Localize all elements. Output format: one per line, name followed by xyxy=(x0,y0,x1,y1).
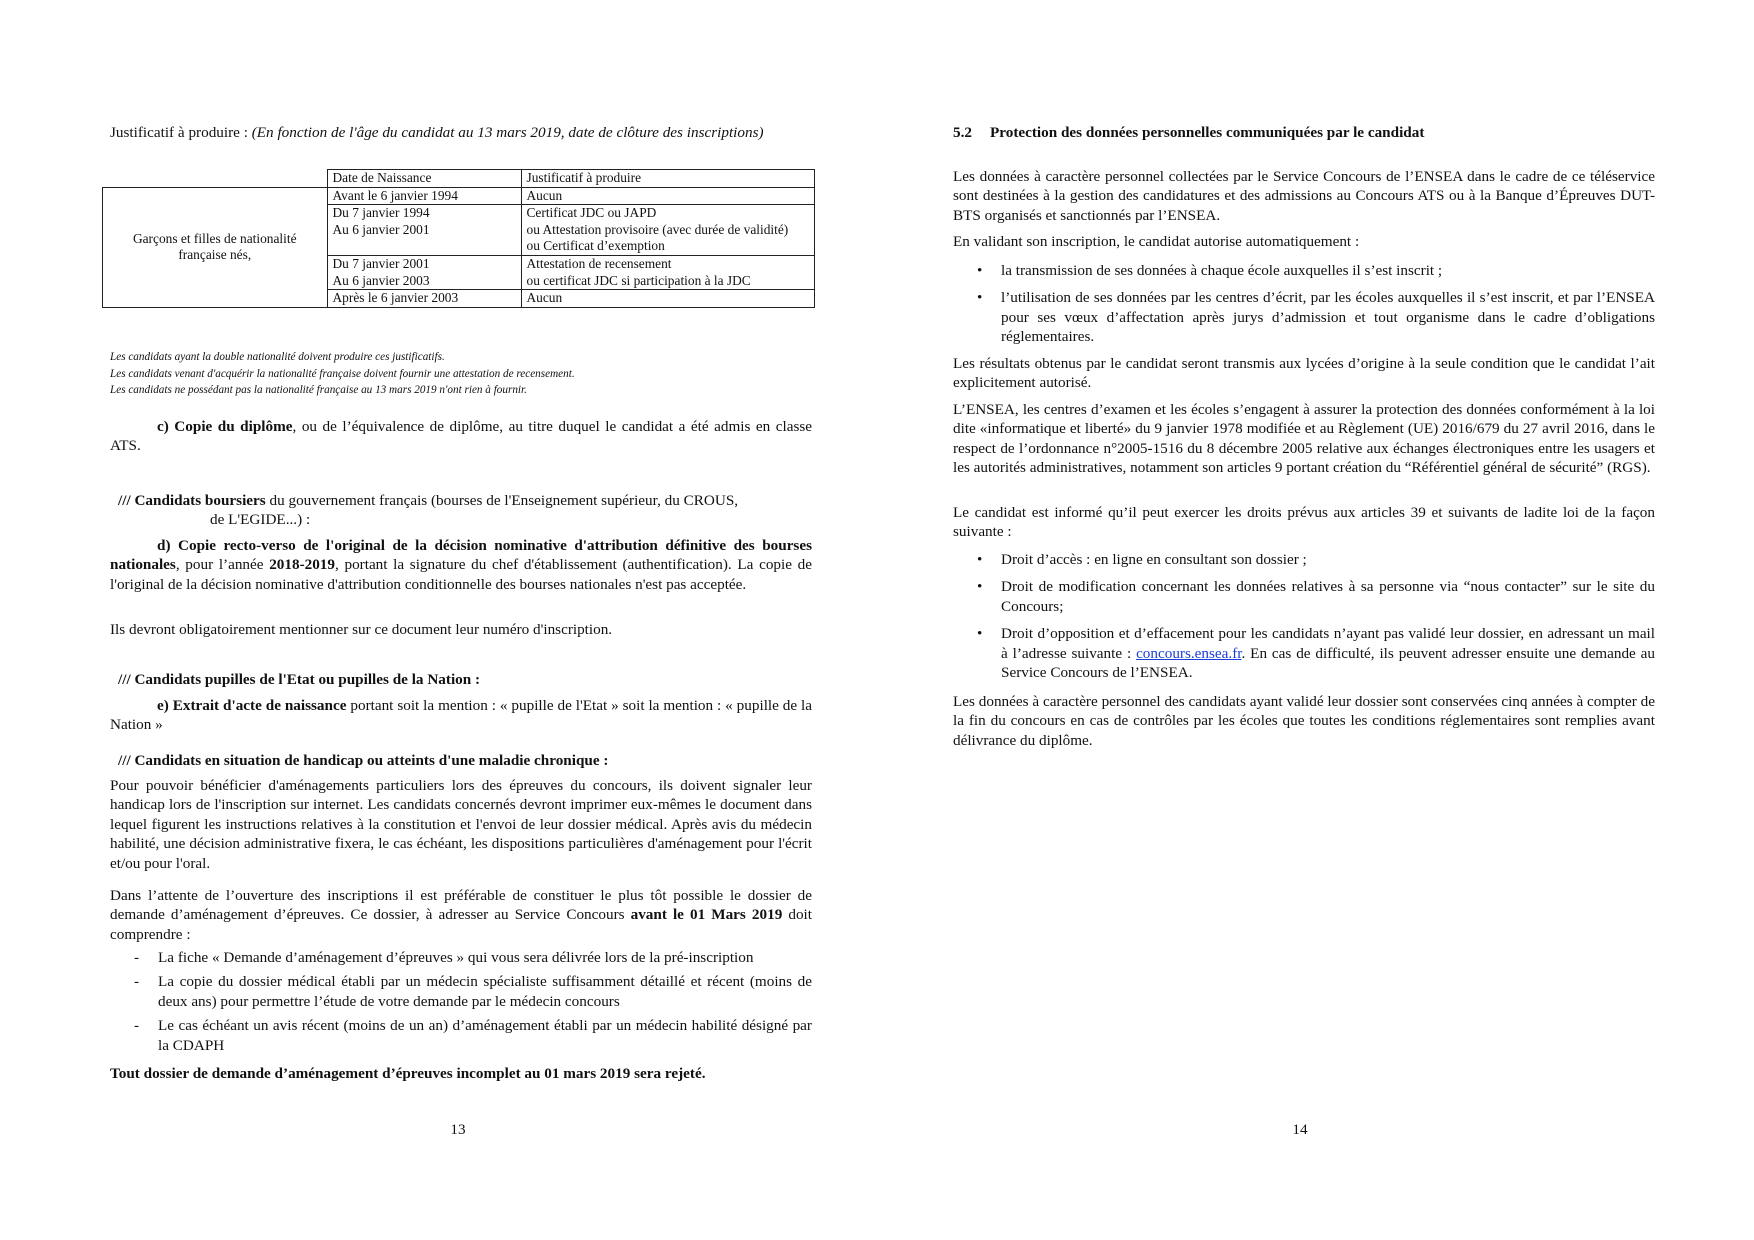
final-warning: Tout dossier de demande d’aménagement d’épreuves incomplet au 01 mars 2019 sera rejeté. xyxy=(110,1065,706,1082)
left-page xyxy=(110,0,812,1240)
boursiers-header: /// Candidats boursiers du gouvernement français (bourses de l'Enseignement supérieur, du CROUS, de L'EGIDE...) : xyxy=(118,492,739,529)
item-d-bourses: d) Copie recto-verso de l'original de la décision nominative d'attribution définitive des bourses nationales, pour l’année 2018-2019, portant la signature du chef d'établissement (authentification). La copie de l'original de la décision nominative d'attribution conditionnelle des bourses nationales n'est pas acceptée. xyxy=(110,537,812,593)
note-line: Les candidats ne possédant pas la nationalité française au 13 mars 2019 n'ont rien à fournir. xyxy=(110,384,527,397)
mention-inscription: Ils devront obligatoirement mentionner sur ce document leur numéro d'inscription. xyxy=(110,621,613,638)
handicap-header: /// Candidats en situation de handicap ou atteints d'une maladie chronique : xyxy=(118,752,609,769)
paragraph-protection: L’ENSEA, les centres d’examen et les écoles s’engagent à assurer la protection des données conformément à la loi dite «informatique et liberté» du 9 janvier 1978 modifiée et au Règlement (UE) 2016/679 du 27 avril 2016, dans le respect de l’ordonnance n°2005-1516 du 8 décembre 2005 relative aux échanges électroniques entre les usagers et les autorités administratives, notamment son articles 9 portant création du “Référentiel général de sécurité” (RGS). xyxy=(953,401,1655,477)
table-row-label: Garçons et filles de nationalité française nés, xyxy=(103,187,328,307)
justificatif-intro: Justificatif à produire : (En fonction de l'âge du candidat au 13 mars 2019, date de clôture des inscriptions) xyxy=(110,124,764,141)
right-page xyxy=(953,0,1654,1240)
droits-list xyxy=(953,550,1655,690)
page-number: 14 xyxy=(1292,1121,1308,1138)
table-header-cell: Date de Naissance xyxy=(327,170,521,188)
pupilles-header: /// Candidats pupilles de l'Etat ou pupilles de la Nation : xyxy=(118,671,481,688)
paragraph-droits: Le candidat est informé qu’il peut exercer les droits prévus aux articles 39 et suivants de ladite loi de la façon suivante : xyxy=(953,504,1655,541)
item-e-naissance: e) Extrait d'acte de naissance portant soit la mention : « pupille de l'Etat » soit la mention : « pupille de la Nation » xyxy=(110,697,812,734)
list-item: • la transmission de ses données à chaque école auxquelles il s’est inscrit ; xyxy=(953,261,1655,280)
table-cell: Aucun xyxy=(521,187,815,205)
list-item: • Droit d’accès : en ligne en consultant son dossier ; xyxy=(953,550,1655,569)
handicap-paragraph: Pour pouvoir bénéficier d'aménagements particuliers lors des épreuves du concours, ils doivent signaler leur handicap lors de l'inscription sur internet. Les candidats concernés devront imprimer eux-mêmes le document dans lequel figurent les instructions relatives à la constitution et l'envoi de leur dossier médical. Après avis du médecin habilité, une décision administrative fixera, le cas échéant, les dispositions particulières d'aménagement pour l'écrit et/ou pour l'oral. xyxy=(110,777,812,872)
list-item: • l’utilisation de ses données par les centres d’écrit, par les écoles auxquelles il s’est inscrit, et par l’ENSEA pour ses vœux d’affectation après jurys d’admission et tout organisme dans le cadre d’obligations réglementaires. xyxy=(953,288,1655,346)
paragraph-conservation: Les données à caractère personnel des candidats ayant validé leur dossier sont conservées cinq années à compter de la fin du concours en cas de contrôles par les écoles que toutes les conditions réglementaires sont remplies avant délivrance du diplôme. xyxy=(953,693,1655,749)
autorisations-list xyxy=(953,261,1655,355)
table-cell: Attestation de recensement ou certificat JDC si participation à la JDC xyxy=(521,255,815,289)
list-item: - La fiche « Demande d’aménagement d’épreuves » qui vous sera délivrée lors de la pré-inscription xyxy=(110,948,812,967)
table-cell: Certificat JDC ou JAPD ou Attestation provisoire (avec durée de validité) ou Certificat d’exemption xyxy=(521,205,815,256)
list-item: • Droit de modification concernant les données relatives à sa personne via “nous contacter” sur le site du Concours; xyxy=(953,577,1655,616)
list-item: - Le cas échéant un avis récent (moins de un an) d’aménagement établi par un médecin habilité désigné par la CDAPH xyxy=(110,1016,812,1055)
note-line: Les candidats ayant la double nationalité doivent produire ces justificatifs. xyxy=(110,351,445,363)
page-number: 13 xyxy=(450,1121,466,1138)
table-header-row xyxy=(103,170,815,188)
paragraph-validation: En validant son inscription, le candidat autorise automatiquement : xyxy=(953,233,1360,250)
table-cell: Du 7 janvier 2001 Au 6 janvier 2003 xyxy=(327,255,521,289)
table-header-cell: Justificatif à produire xyxy=(521,170,815,188)
table-notes xyxy=(110,349,812,399)
email-link[interactable]: concours.ensea.fr xyxy=(1136,644,1242,662)
handicap-dossier-paragraph: Dans l’attente de l’ouverture des inscriptions il est préférable de constituer le plus tôt possible le dossier de demande d’aménagement d’épreuves. Ce dossier, à adresser au Service Concours avant le 01 Mars 2019 doit comprendre : xyxy=(110,887,812,943)
note-line: Les candidats venant d'acquérir la nationalité française doivent fournir une attestation de recensement. xyxy=(110,367,575,380)
section-title: 5.2 Protection des données personnelles communiquées par le candidat xyxy=(953,124,1425,141)
paragraph-resultats: Les résultats obtenus par le candidat seront transmis aux lycées d’origine à la seule condition que le candidat l’ait explicitement autorisé. xyxy=(953,355,1655,392)
table-cell: Aucun xyxy=(521,290,815,308)
paragraph-collecte: Les données à caractère personnel collectées par le Service Concours de l’ENSEA dans le cadre de ce téléservice sont destinées à la gestion des candidatures et des admissions au Concours ATS ou à la Banque d’Épreuves DUT-BTS organisés et sanctionnés par l’ENSEA. xyxy=(953,168,1655,224)
handicap-list xyxy=(110,948,812,1060)
justificatif-table xyxy=(102,169,815,308)
table-row xyxy=(103,187,815,205)
table-cell: Du 7 janvier 1994 Au 6 janvier 2001 xyxy=(327,205,521,256)
table-cell: Avant le 6 janvier 1994 xyxy=(327,187,521,205)
table-cell: Après le 6 janvier 2003 xyxy=(327,290,521,308)
list-item: • Droit d’opposition et d’effacement pour les candidats n’ayant pas validé leur dossier, en adressant un mail à l’adresse suivante : concours.ensea.fr. En cas de difficulté, ils peuvent adresser ensuite une demande au Service Concours de l’ENSEA. xyxy=(953,624,1655,682)
list-item: - La copie du dossier médical établi par un médecin spécialiste suffisamment détaillé et récent (moins de deux ans) pour permettre l’étude de votre demande par le médecin concours xyxy=(110,972,812,1011)
item-c-diplome: c) Copie du diplôme, ou de l’équivalence de diplôme, au titre duquel le candidat a été admis en classe ATS. xyxy=(110,418,813,455)
